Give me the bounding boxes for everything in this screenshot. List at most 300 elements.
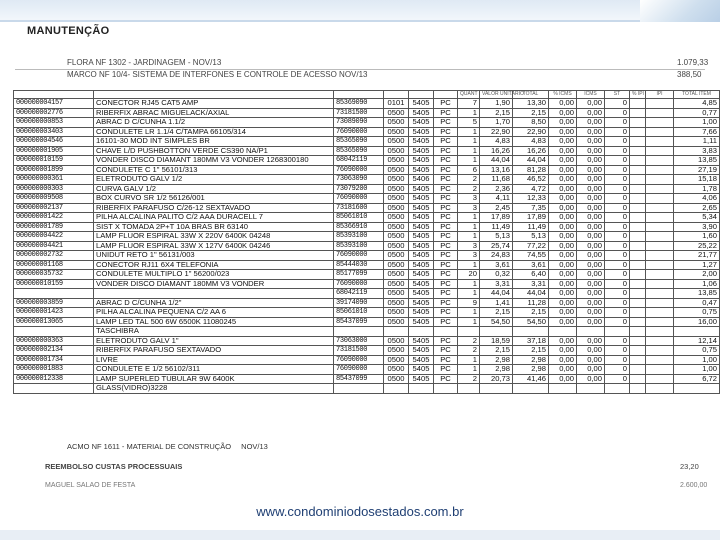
table-cell: PC: [434, 146, 458, 156]
table-cell: PC: [434, 99, 458, 109]
table-cell: 0: [605, 118, 630, 128]
table-cell: 0: [605, 137, 630, 147]
column-header: IPI: [646, 91, 674, 99]
table-cell: 2: [458, 175, 480, 185]
table-cell: PC: [434, 251, 458, 261]
table-cell: 85444030: [334, 260, 384, 270]
table-cell: 8,50: [513, 118, 549, 128]
table-cell: 000000001168: [14, 260, 94, 270]
table-cell: 0500: [384, 374, 409, 384]
table-cell: UNIDUT RETO 1" 56131/003: [94, 251, 334, 261]
reimbursement-label: REEMBOLSO CUSTAS PROCESSUAIS: [45, 462, 183, 471]
table-cell: [630, 213, 646, 223]
table-cell: 5405: [409, 222, 434, 232]
table-cell: 0,00: [549, 241, 577, 251]
table-cell: 0500: [384, 336, 409, 346]
table-cell: 0,00: [577, 355, 605, 365]
table-cell: [646, 289, 674, 299]
table-cell: PC: [434, 165, 458, 175]
table-row: [14, 99, 720, 109]
table-cell: 000000004546: [14, 137, 94, 147]
table-cell: [646, 346, 674, 356]
table-cell: 0: [605, 203, 630, 213]
table-cell: 16,00: [674, 317, 720, 327]
table-cell: CHAVE L/D PUSHBOTTON VERDE CS390 NA/P1: [94, 146, 334, 156]
table-cell: [646, 365, 674, 375]
table-cell: [630, 232, 646, 242]
table-cell: 2,36: [480, 184, 513, 194]
table-cell: 13,85: [674, 289, 720, 299]
table-cell: 5405: [409, 99, 434, 109]
table-cell: [434, 384, 458, 394]
table-cell: [458, 384, 480, 394]
table-cell: [334, 384, 384, 394]
table-cell: [630, 251, 646, 261]
table-cell: [577, 327, 605, 337]
table-cell: [630, 156, 646, 166]
table-cell: 0,00: [577, 251, 605, 261]
table-cell: 0,00: [549, 346, 577, 356]
next-expense-label: MAGUEL SALAO DE FESTA: [45, 482, 136, 489]
table-cell: [630, 241, 646, 251]
table-cell: PC: [434, 184, 458, 194]
table-cell: PC: [434, 346, 458, 356]
table-cell: 000000002732: [14, 251, 94, 261]
table-cell: 0,00: [549, 127, 577, 137]
table-cell: 0500: [384, 146, 409, 156]
table-cell: 0: [605, 279, 630, 289]
table-cell: 76090000: [334, 365, 384, 375]
section-title: MANUTENÇÃO: [27, 25, 110, 37]
table-cell: 37,18: [513, 336, 549, 346]
table-cell: [513, 384, 549, 394]
table-cell: [630, 317, 646, 327]
table-cell: 0: [605, 146, 630, 156]
expense-line-marco: [67, 70, 707, 79]
reimbursement-amount: 23,20: [680, 462, 699, 471]
table-cell: 2: [458, 184, 480, 194]
table-cell: 5405: [409, 241, 434, 251]
table-cell: 5405: [409, 108, 434, 118]
table-cell: PC: [434, 336, 458, 346]
table-cell: 000000004422: [14, 232, 94, 242]
table-cell: 0,00: [549, 336, 577, 346]
table-cell: CONECTOR RJ11 6X4 TELEFONIA: [94, 260, 334, 270]
table-cell: 5405: [409, 184, 434, 194]
table-cell: 0: [605, 175, 630, 185]
table-cell: CONDULETE C 1" 56101/313: [94, 165, 334, 175]
table-cell: 17,89: [513, 213, 549, 223]
table-row: [14, 232, 720, 242]
expense-line-label: MARCO NF 10/4- SISTEMA DE INTERFONES E CONTROLE DE ACESSO NOV/13: [67, 70, 368, 79]
table-cell: 21,77: [674, 251, 720, 261]
table-cell: [630, 260, 646, 270]
table-cell: 0500: [384, 308, 409, 318]
table-cell: [630, 99, 646, 109]
table-cell: CONDULETE E 1/2 56102/311: [94, 365, 334, 375]
table-cell: 000000000361: [14, 175, 94, 185]
table-cell: 0,00: [577, 260, 605, 270]
table-cell: 1,41: [480, 298, 513, 308]
table-cell: 0,00: [577, 308, 605, 318]
table-cell: 0,00: [549, 298, 577, 308]
expense-line-amount: 388,50: [677, 70, 702, 79]
table-cell: RIBERFIX ABRAC MIGUELACK/AXIAL: [94, 108, 334, 118]
table-cell: 1,78: [674, 184, 720, 194]
table-cell: 5405: [409, 365, 434, 375]
table-cell: [549, 327, 577, 337]
table-cell: 2: [458, 336, 480, 346]
table-cell: 0,00: [549, 146, 577, 156]
table-cell: ELETRODUTO GALV 1": [94, 336, 334, 346]
table-cell: VONDER DISCO DIAMANT 180MM V3 VONDER: [94, 279, 334, 289]
table-cell: 1: [458, 213, 480, 223]
table-cell: [630, 308, 646, 318]
table-cell: 0,00: [549, 99, 577, 109]
table-cell: 5,13: [513, 232, 549, 242]
table-cell: 1,00: [674, 355, 720, 365]
table-cell: 85437099: [334, 317, 384, 327]
table-cell: 5405: [409, 232, 434, 242]
table-cell: 5405: [409, 279, 434, 289]
table-cell: PC: [434, 374, 458, 384]
table-cell: 000000003859: [14, 298, 94, 308]
table-cell: 5405: [409, 289, 434, 299]
table-cell: 0,00: [577, 232, 605, 242]
table-cell: 0: [605, 365, 630, 375]
table-cell: [646, 137, 674, 147]
table-cell: 5405: [409, 317, 434, 327]
footer-area: [0, 452, 720, 540]
table-cell: 11,68: [480, 175, 513, 185]
table-cell: 0,75: [674, 346, 720, 356]
table-cell: 1: [458, 365, 480, 375]
table-cell: 2: [458, 346, 480, 356]
table-cell: PC: [434, 241, 458, 251]
table-cell: 0,00: [549, 270, 577, 280]
table-cell: 0500: [384, 184, 409, 194]
table-cell: 25,74: [480, 241, 513, 251]
table-cell: 0500: [384, 298, 409, 308]
table-cell: [630, 108, 646, 118]
table-cell: 0,00: [549, 308, 577, 318]
table-cell: 0500: [384, 317, 409, 327]
table-cell: 0,00: [577, 118, 605, 128]
table-cell: 0,00: [549, 194, 577, 204]
table-cell: [94, 289, 334, 299]
table-cell: 000000035732: [14, 270, 94, 280]
table-cell: 16,26: [480, 146, 513, 156]
invoice-items-table: [13, 90, 720, 394]
table-cell: [14, 327, 94, 337]
table-cell: 1: [458, 127, 480, 137]
table-cell: 0,00: [577, 298, 605, 308]
column-header: % IPI: [630, 91, 646, 99]
table-cell: 0: [605, 298, 630, 308]
table-cell: 5,34: [674, 213, 720, 223]
table-cell: [646, 241, 674, 251]
table-cell: 3,31: [480, 279, 513, 289]
table-cell: [646, 251, 674, 261]
table-cell: 5406: [409, 175, 434, 185]
table-cell: CONDULETE LR 1.1/4 C/TAMPA 66105/314: [94, 127, 334, 137]
table-cell: 0: [605, 336, 630, 346]
table-cell: 1: [458, 279, 480, 289]
table-cell: 0,00: [549, 317, 577, 327]
table-cell: 0,00: [577, 241, 605, 251]
table-cell: 3,61: [480, 260, 513, 270]
table-cell: 0500: [384, 213, 409, 223]
table-cell: [630, 194, 646, 204]
table-cell: 2,45: [480, 203, 513, 213]
table-cell: 16,26: [513, 146, 549, 156]
table-cell: [646, 374, 674, 384]
table-cell: 0,00: [577, 127, 605, 137]
table-cell: 0,00: [577, 165, 605, 175]
table-cell: 2,15: [480, 308, 513, 318]
table-cell: 0,00: [549, 374, 577, 384]
table-cell: 5405: [409, 260, 434, 270]
table-row: [14, 251, 720, 261]
corner-decoration: [640, 0, 720, 22]
table-cell: PC: [434, 355, 458, 365]
table-cell: 85393100: [334, 241, 384, 251]
table-cell: 0,00: [577, 346, 605, 356]
table-cell: 5405: [409, 127, 434, 137]
table-cell: 13,16: [480, 165, 513, 175]
table-cell: [646, 175, 674, 185]
table-cell: 1,27: [674, 260, 720, 270]
table-cell: 000000004421: [14, 241, 94, 251]
table-cell: 0500: [384, 232, 409, 242]
table-cell: [646, 146, 674, 156]
table-cell: 1: [458, 146, 480, 156]
table-cell: PC: [434, 365, 458, 375]
table-cell: 68042119: [334, 156, 384, 166]
website-link[interactable]: www.condominiodosestados.com.br: [256, 504, 464, 519]
table-cell: [14, 384, 94, 394]
footer-stripe: [0, 530, 720, 540]
table-cell: [409, 384, 434, 394]
table-cell: 27,19: [674, 165, 720, 175]
table-cell: 000000001883: [14, 365, 94, 375]
table-cell: 0,00: [577, 156, 605, 166]
table-cell: [334, 327, 384, 337]
table-cell: 000000001423: [14, 308, 94, 318]
column-header: TOTAL: [513, 91, 549, 99]
table-cell: 5405: [409, 137, 434, 147]
table-cell: 0500: [384, 260, 409, 270]
table-cell: 0: [605, 232, 630, 242]
table-cell: 0500: [384, 355, 409, 365]
table-cell: 0,00: [577, 146, 605, 156]
table-cell: 11,28: [513, 298, 549, 308]
table-cell: [605, 327, 630, 337]
table-cell: 0,00: [549, 222, 577, 232]
table-cell: 73181500: [334, 108, 384, 118]
table-cell: 1: [458, 108, 480, 118]
table-cell: 85177099: [334, 270, 384, 280]
column-header: VALOR UNITÁRIO: [480, 91, 513, 99]
table-cell: 0: [605, 213, 630, 223]
table-cell: PC: [434, 175, 458, 185]
table-cell: 6,72: [674, 374, 720, 384]
table-cell: 0: [605, 108, 630, 118]
table-cell: 0: [605, 99, 630, 109]
table-cell: 1,11: [674, 137, 720, 147]
table-cell: 0500: [384, 108, 409, 118]
table-row: [14, 327, 720, 337]
column-header: [334, 91, 384, 99]
top-banner: [0, 0, 720, 22]
table-cell: 1: [458, 260, 480, 270]
table-cell: PC: [434, 118, 458, 128]
table-cell: [630, 118, 646, 128]
table-cell: 2,65: [674, 203, 720, 213]
table-cell: 000000003403: [14, 127, 94, 137]
table-cell: PC: [434, 137, 458, 147]
table-cell: [630, 127, 646, 137]
table-cell: 0,00: [549, 156, 577, 166]
table-cell: 0: [605, 346, 630, 356]
table-cell: 0,00: [549, 289, 577, 299]
table-cell: 000000012338: [14, 374, 94, 384]
table-cell: 20,73: [480, 374, 513, 384]
table-cell: 2,15: [513, 346, 549, 356]
table-cell: PILHA ALCALINA PALITO C/2 AAA DURACELL 7: [94, 213, 334, 223]
table-cell: [630, 298, 646, 308]
table-cell: 22,90: [513, 127, 549, 137]
table-cell: [630, 365, 646, 375]
table-cell: 81,28: [513, 165, 549, 175]
table-cell: 85365090: [334, 137, 384, 147]
table-cell: 0: [605, 194, 630, 204]
after-table-label: ACMO NF 1611 - MATERIAL DE CONSTRUÇÃO: [67, 442, 232, 451]
table-cell: 0,00: [549, 118, 577, 128]
table-cell: 25,22: [674, 241, 720, 251]
table-cell: 000000000853: [14, 118, 94, 128]
table-cell: 0,00: [549, 232, 577, 242]
table-row: [14, 118, 720, 128]
table-cell: 0: [605, 127, 630, 137]
table-cell: [434, 327, 458, 337]
table-cell: 000000001899: [14, 165, 94, 175]
table-cell: 2,00: [674, 270, 720, 280]
table-cell: [630, 222, 646, 232]
table-cell: 2,15: [480, 108, 513, 118]
table-cell: 3: [458, 194, 480, 204]
table-cell: 20: [458, 270, 480, 280]
table-cell: 5405: [409, 203, 434, 213]
table-cell: 0,00: [549, 251, 577, 261]
table-cell: 5405: [409, 213, 434, 223]
table-cell: 0,00: [549, 260, 577, 270]
table-cell: 0500: [384, 127, 409, 137]
table-cell: 5405: [409, 194, 434, 204]
table-cell: 12,14: [674, 336, 720, 346]
table-cell: 54,50: [513, 317, 549, 327]
table-cell: 0: [605, 355, 630, 365]
table-cell: ELETRODUTO GALV 1/2: [94, 175, 334, 185]
table-cell: 6: [458, 165, 480, 175]
table-cell: 0,00: [577, 99, 605, 109]
table-cell: [646, 213, 674, 223]
table-cell: 76090000: [334, 194, 384, 204]
table-row: [14, 175, 720, 185]
table-cell: 0,47: [674, 298, 720, 308]
table-cell: 2,98: [480, 365, 513, 375]
table-cell: 0,00: [577, 270, 605, 280]
table-cell: [646, 127, 674, 137]
table-cell: PC: [434, 317, 458, 327]
table-cell: 1,00: [674, 118, 720, 128]
table-cell: 3,31: [513, 279, 549, 289]
table-cell: 73089090: [334, 118, 384, 128]
table-cell: [646, 270, 674, 280]
table-cell: 1: [458, 222, 480, 232]
table-cell: GLASS(VIDRO)3228: [94, 384, 334, 394]
table-cell: 0: [605, 251, 630, 261]
table-cell: [630, 336, 646, 346]
table-cell: 5405: [409, 270, 434, 280]
table-cell: 0500: [384, 241, 409, 251]
table-cell: [630, 374, 646, 384]
table-cell: PC: [434, 260, 458, 270]
table-cell: 0,00: [577, 175, 605, 185]
table-cell: PC: [434, 108, 458, 118]
table-row: [14, 365, 720, 375]
expense-line-label: FLORA NF 1302 - JARDINAGEM - NOV/13: [67, 58, 222, 67]
table-cell: 16101-30 MOD INT SIMPLES BR: [94, 137, 334, 147]
table-cell: 73181500: [334, 346, 384, 356]
table-cell: LAMP FLUOR ESPIRAL 33W X 220V 6400K 04248: [94, 232, 334, 242]
table-cell: 7,66: [674, 127, 720, 137]
table-cell: [646, 355, 674, 365]
table-cell: 0,00: [577, 203, 605, 213]
table-cell: 74,55: [513, 251, 549, 261]
table-cell: LAMP LED TAL 500 6W 6500K 11080245: [94, 317, 334, 327]
table-cell: 0,32: [480, 270, 513, 280]
table-cell: 0500: [384, 251, 409, 261]
table-cell: [646, 99, 674, 109]
table-cell: 3: [458, 251, 480, 261]
column-header: [14, 91, 94, 99]
table-cell: [384, 327, 409, 337]
table-cell: [646, 108, 674, 118]
table-cell: 4,83: [480, 137, 513, 147]
table-cell: 0500: [384, 118, 409, 128]
table-cell: 0,00: [549, 137, 577, 147]
table-cell: [646, 336, 674, 346]
table-cell: 5: [458, 118, 480, 128]
table-cell: 2,98: [480, 355, 513, 365]
table-cell: 1: [458, 289, 480, 299]
table-cell: 4,11: [480, 194, 513, 204]
table-cell: 5,13: [480, 232, 513, 242]
table-cell: 0,00: [549, 184, 577, 194]
table-cell: 3,90: [674, 222, 720, 232]
table-cell: PC: [434, 308, 458, 318]
after-table-line: [67, 442, 268, 451]
table-cell: 000000009508: [14, 194, 94, 204]
table-cell: [630, 270, 646, 280]
table-cell: 13,85: [674, 156, 720, 166]
table-cell: 2: [458, 374, 480, 384]
table-cell: 85365090: [334, 146, 384, 156]
table-cell: 5405: [409, 336, 434, 346]
table-cell: [630, 165, 646, 175]
table-cell: 000000013065: [14, 317, 94, 327]
